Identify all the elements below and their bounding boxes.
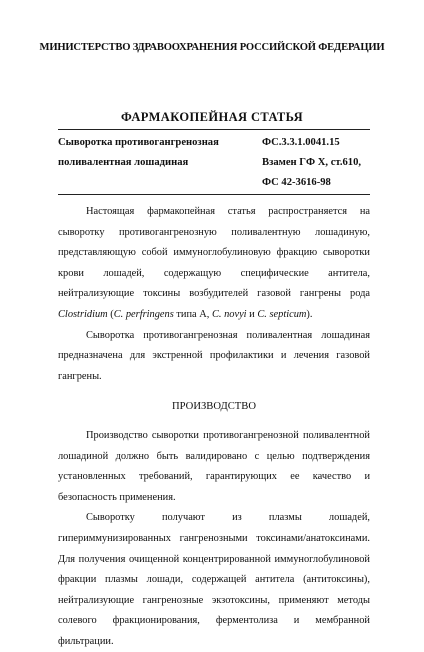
document-title: ФАРМАКОПЕЙНАЯ СТАТЬЯ <box>121 110 303 124</box>
production-paragraph-2: Сыворотку получают из плазмы лошадей, гипериммунизированных гангренозными токсинами/анатоксинами. Для получения очищенной концентрированной иммуноглобулиновой фракции плазмы лошади, содержащей антитела (антитоксины), нейтрализующие гангренозные экзотоксины, применяют методы солевого фракционирования, ферментолиза и мембранной фильтрации. <box>58 512 370 647</box>
article-name-line2: поливалентная лошадиная <box>58 157 189 168</box>
article-codes <box>262 133 361 193</box>
article-name-line1: Сыворотка противогангренозная <box>58 137 219 148</box>
divider-bottom <box>58 194 370 195</box>
species-perfringens: C. perfringens <box>113 308 174 320</box>
article-name <box>58 133 219 173</box>
intro-paragraph-1: Настоящая фармакопейная статья распространяется на сыворотку противогангренозную поливалентную лошадиную, представляющую собой иммуноглобулиновую фракцию сыворотки крови лошадей, содержащую специфические антитела, нейтрализующие токсины возбудителей газовой гангрены рода Clostridium (C. perfringens типа А, C. novyi и C. septicum). <box>58 206 370 320</box>
ministry-header: МИНИСТЕРСТВО ЗДРАВООХРАНЕНИЯ РОССИЙСКОЙ ФЕДЕРАЦИИ <box>39 42 385 53</box>
section-heading-production: ПРОИЗВОДСТВО <box>172 401 256 413</box>
document-body <box>58 202 370 652</box>
species-novyi: C. novyi <box>211 308 247 320</box>
replaces-line2: ФС 42-3616-98 <box>262 177 331 188</box>
replaces-line1: Взамен ГФ X, ст.610, <box>262 157 362 168</box>
species-septicum: C. septicum <box>257 308 307 320</box>
article-code: ФС.3.3.1.0041.15 <box>262 137 340 148</box>
divider-top <box>58 129 370 130</box>
intro-paragraph-2: Сыворотка противогангренозная поливалентная лошадиная предназначена для экстренной профилактики и лечения газовой гангрены. <box>58 329 370 382</box>
production-paragraph-1: Производство сыворотки противогангренозной поливалентной лошадиной должно быть валидировано с целью подтверждения установленных требований, гарантирующих ее качество и безопасность применения. <box>58 429 370 503</box>
genus-name: Clostridium <box>58 308 108 320</box>
